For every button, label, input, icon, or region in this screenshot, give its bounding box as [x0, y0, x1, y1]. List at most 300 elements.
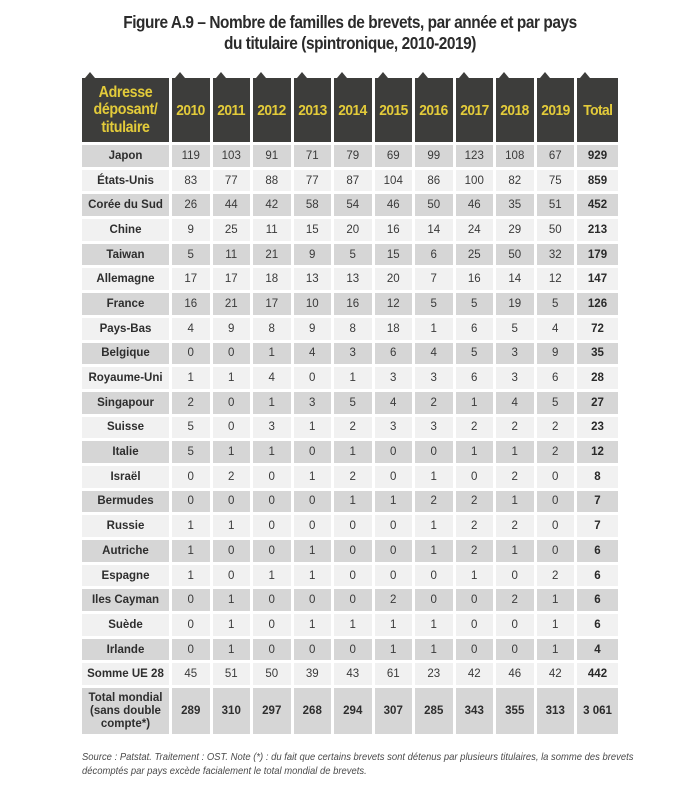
value-cell: 20 [334, 219, 372, 241]
row-label: Belgique [82, 343, 169, 365]
value-cell: 11 [253, 219, 291, 241]
value-cell: 50 [415, 194, 453, 216]
total-cell: 452 [577, 194, 618, 216]
world-total-value: 294 [334, 688, 372, 734]
source-note: Source : Patstat. Traitement : OST. Note (*) : du fait que certains brevets sont détenus par plusieurs titulaires, la somme des brevets décomptés par pays excède facialement le total mondial de brevets. [82, 751, 634, 777]
table-header-row [82, 72, 628, 142]
table-row [82, 639, 628, 661]
world-total-label: Total mondial (sans double compte*) [82, 688, 169, 734]
value-cell: 1 [213, 639, 251, 661]
value-cell: 0 [375, 441, 413, 463]
value-cell: 1 [253, 565, 291, 587]
value-cell: 7 [415, 268, 453, 290]
value-cell: 103 [213, 145, 251, 167]
value-cell: 2 [415, 392, 453, 414]
value-cell: 1 [334, 367, 372, 389]
value-cell: 1 [415, 639, 453, 661]
total-cell: 6 [577, 565, 618, 587]
value-cell: 1 [415, 540, 453, 562]
value-cell: 2 [537, 417, 575, 439]
row-label: Italie [82, 441, 169, 463]
value-cell: 21 [253, 244, 291, 266]
value-cell: 0 [253, 540, 291, 562]
value-cell: 4 [375, 392, 413, 414]
value-cell: 17 [253, 293, 291, 315]
value-cell: 87 [334, 170, 372, 192]
value-cell: 5 [415, 293, 453, 315]
table-row [82, 343, 628, 365]
value-cell: 4 [537, 318, 575, 340]
value-cell: 0 [172, 343, 210, 365]
value-cell: 1 [213, 614, 251, 636]
value-cell: 39 [294, 663, 332, 685]
value-cell: 2 [375, 589, 413, 611]
value-cell: 0 [415, 565, 453, 587]
table-row [82, 170, 628, 192]
header-cell-holder [82, 78, 169, 142]
value-cell: 61 [375, 663, 413, 685]
value-cell: 9 [213, 318, 251, 340]
value-cell: 2 [213, 466, 251, 488]
value-cell: 3 [415, 417, 453, 439]
value-cell: 35 [496, 194, 534, 216]
value-cell: 3 [294, 392, 332, 414]
value-cell: 79 [334, 145, 372, 167]
value-cell: 14 [415, 219, 453, 241]
value-cell: 0 [496, 565, 534, 587]
value-cell: 1 [334, 491, 372, 513]
value-cell: 0 [213, 343, 251, 365]
row-label: États-Unis [82, 170, 169, 192]
value-cell: 2 [456, 515, 494, 537]
total-cell: 442 [577, 663, 618, 685]
value-cell: 5 [172, 417, 210, 439]
total-cell: 213 [577, 219, 618, 241]
value-cell: 9 [537, 343, 575, 365]
value-cell: 1 [537, 614, 575, 636]
value-cell: 9 [294, 318, 332, 340]
value-cell: 12 [375, 293, 413, 315]
table-row [82, 219, 628, 241]
value-cell: 2 [456, 540, 494, 562]
world-total-value: 313 [537, 688, 575, 734]
value-cell: 2 [334, 417, 372, 439]
row-label: Suède [82, 614, 169, 636]
total-cell: 7 [577, 491, 618, 513]
value-cell: 4 [253, 367, 291, 389]
value-cell: 1 [496, 491, 534, 513]
total-cell: 929 [577, 145, 618, 167]
value-cell: 1 [496, 441, 534, 463]
value-cell: 6 [375, 343, 413, 365]
value-cell: 0 [456, 466, 494, 488]
world-total-value: 297 [253, 688, 291, 734]
header-label-total: Total [582, 101, 613, 119]
value-cell: 5 [172, 244, 210, 266]
value-cell: 46 [496, 663, 534, 685]
header-label-year: 2018 [500, 101, 529, 119]
value-cell: 5 [456, 293, 494, 315]
row-label: Corée du Sud [82, 194, 169, 216]
value-cell: 0 [334, 639, 372, 661]
value-cell: 88 [253, 170, 291, 192]
value-cell: 1 [415, 318, 453, 340]
value-cell: 1 [334, 441, 372, 463]
value-cell: 0 [213, 491, 251, 513]
row-label: Suisse [82, 417, 169, 439]
value-cell: 25 [456, 244, 494, 266]
value-cell: 44 [213, 194, 251, 216]
value-cell: 1 [537, 639, 575, 661]
total-cell: 859 [577, 170, 618, 192]
header-cell-year [294, 78, 332, 142]
value-cell: 1 [415, 466, 453, 488]
value-cell: 4 [172, 318, 210, 340]
value-cell: 1 [253, 392, 291, 414]
value-cell: 77 [213, 170, 251, 192]
value-cell: 17 [213, 268, 251, 290]
value-cell: 2 [496, 417, 534, 439]
value-cell: 16 [334, 293, 372, 315]
value-cell: 0 [253, 515, 291, 537]
table-row [82, 663, 628, 685]
value-cell: 1 [294, 614, 332, 636]
value-cell: 69 [375, 145, 413, 167]
value-cell: 5 [456, 343, 494, 365]
header-label-year: 2011 [217, 101, 246, 119]
value-cell: 1 [375, 491, 413, 513]
value-cell: 0 [456, 614, 494, 636]
value-cell: 4 [294, 343, 332, 365]
value-cell: 2 [334, 466, 372, 488]
value-cell: 13 [334, 268, 372, 290]
header-label-year: 2012 [257, 101, 286, 119]
row-label: Royaume-Uni [82, 367, 169, 389]
value-cell: 50 [537, 219, 575, 241]
value-cell: 1 [253, 441, 291, 463]
row-label: Autriche [82, 540, 169, 562]
header-cell-year [456, 78, 494, 142]
total-cell: 4 [577, 639, 618, 661]
value-cell: 2 [496, 466, 534, 488]
header-cell-year [253, 78, 291, 142]
value-cell: 0 [375, 565, 413, 587]
value-cell: 1 [375, 614, 413, 636]
value-cell: 42 [537, 663, 575, 685]
table-row [82, 565, 628, 587]
value-cell: 46 [375, 194, 413, 216]
header-cell-year [415, 78, 453, 142]
value-cell: 2 [172, 392, 210, 414]
value-cell: 0 [253, 466, 291, 488]
header-cell-year [334, 78, 372, 142]
table-row [82, 417, 628, 439]
value-cell: 1 [294, 466, 332, 488]
total-cell: 28 [577, 367, 618, 389]
table-row [82, 614, 628, 636]
header-cell-total [577, 78, 618, 142]
total-cell: 35 [577, 343, 618, 365]
value-cell: 123 [456, 145, 494, 167]
row-label: Irlande [82, 639, 169, 661]
value-cell: 2 [456, 491, 494, 513]
world-total-value: 343 [456, 688, 494, 734]
value-cell: 54 [334, 194, 372, 216]
value-cell: 1 [294, 540, 332, 562]
value-cell: 0 [456, 639, 494, 661]
value-cell: 0 [537, 491, 575, 513]
total-cell: 7 [577, 515, 618, 537]
value-cell: 42 [253, 194, 291, 216]
value-cell: 0 [375, 540, 413, 562]
value-cell: 104 [375, 170, 413, 192]
value-cell: 0 [496, 639, 534, 661]
value-cell: 1 [415, 515, 453, 537]
value-cell: 0 [415, 441, 453, 463]
total-cell: 6 [577, 540, 618, 562]
value-cell: 5 [496, 318, 534, 340]
value-cell: 1 [213, 589, 251, 611]
value-cell: 3 [496, 367, 534, 389]
header-label-year: 2010 [176, 101, 205, 119]
total-cell: 72 [577, 318, 618, 340]
value-cell: 100 [456, 170, 494, 192]
header-label-year: 2015 [378, 101, 408, 119]
value-cell: 3 [253, 417, 291, 439]
value-cell: 16 [456, 268, 494, 290]
figure-title [42, 12, 658, 54]
table-row [82, 293, 628, 315]
table-row [82, 268, 628, 290]
world-total-value: 285 [415, 688, 453, 734]
value-cell: 21 [213, 293, 251, 315]
table-row [82, 392, 628, 414]
value-cell: 0 [294, 367, 332, 389]
value-cell: 2 [496, 589, 534, 611]
row-label: Allemagne [82, 268, 169, 290]
row-label: Bermudes [82, 491, 169, 513]
value-cell: 1 [253, 343, 291, 365]
value-cell: 2 [537, 441, 575, 463]
value-cell: 51 [537, 194, 575, 216]
value-cell: 29 [496, 219, 534, 241]
world-total-value: 355 [496, 688, 534, 734]
table-row [82, 515, 628, 537]
value-cell: 4 [415, 343, 453, 365]
value-cell: 15 [375, 244, 413, 266]
value-cell: 9 [294, 244, 332, 266]
table-row [82, 318, 628, 340]
world-total-row [82, 688, 628, 734]
value-cell: 2 [415, 491, 453, 513]
value-cell: 2 [537, 565, 575, 587]
value-cell: 1 [213, 367, 251, 389]
table-row [82, 441, 628, 463]
value-cell: 4 [496, 392, 534, 414]
value-cell: 20 [375, 268, 413, 290]
value-cell: 2 [456, 417, 494, 439]
world-total-value: 307 [375, 688, 413, 734]
value-cell: 0 [213, 540, 251, 562]
value-cell: 0 [334, 515, 372, 537]
value-cell: 11 [213, 244, 251, 266]
header-label-year: 2013 [297, 101, 327, 119]
table-row [82, 491, 628, 513]
value-cell: 24 [456, 219, 494, 241]
value-cell: 23 [415, 663, 453, 685]
value-cell: 1 [415, 614, 453, 636]
value-cell: 0 [334, 589, 372, 611]
value-cell: 0 [456, 589, 494, 611]
total-cell: 126 [577, 293, 618, 315]
header-label-year: 2014 [338, 101, 367, 119]
value-cell: 16 [375, 219, 413, 241]
figure-title-line-1: Figure A.9 – Nombre de familles de brevets, par année et par pays [123, 12, 577, 32]
row-label: Taiwan [82, 244, 169, 266]
value-cell: 43 [334, 663, 372, 685]
row-label: France [82, 293, 169, 315]
value-cell: 0 [537, 540, 575, 562]
value-cell: 0 [253, 589, 291, 611]
value-cell: 0 [294, 515, 332, 537]
row-label: Espagne [82, 565, 169, 587]
value-cell: 5 [334, 244, 372, 266]
value-cell: 3 [375, 367, 413, 389]
value-cell: 0 [213, 565, 251, 587]
value-cell: 18 [375, 318, 413, 340]
value-cell: 2 [496, 515, 534, 537]
value-cell: 75 [537, 170, 575, 192]
value-cell: 17 [172, 268, 210, 290]
row-label: Israël [82, 466, 169, 488]
value-cell: 1 [172, 367, 210, 389]
value-cell: 1 [375, 639, 413, 661]
value-cell: 5 [537, 293, 575, 315]
value-cell: 58 [294, 194, 332, 216]
header-cell-year [375, 78, 413, 142]
table-row [82, 540, 628, 562]
row-label: Singapour [82, 392, 169, 414]
value-cell: 19 [496, 293, 534, 315]
value-cell: 1 [496, 540, 534, 562]
table-row [82, 466, 628, 488]
value-cell: 1 [213, 441, 251, 463]
value-cell: 3 [375, 417, 413, 439]
header-cell-year [537, 78, 575, 142]
total-cell: 179 [577, 244, 618, 266]
table-row [82, 194, 628, 216]
value-cell: 1 [213, 515, 251, 537]
value-cell: 83 [172, 170, 210, 192]
table-row [82, 145, 628, 167]
world-total-value: 310 [213, 688, 251, 734]
row-label: Somme UE 28 [82, 663, 169, 685]
table-row [82, 367, 628, 389]
value-cell: 0 [172, 491, 210, 513]
value-cell: 12 [537, 268, 575, 290]
value-cell: 6 [537, 367, 575, 389]
value-cell: 1 [456, 565, 494, 587]
value-cell: 3 [415, 367, 453, 389]
total-cell: 12 [577, 441, 618, 463]
value-cell: 16 [172, 293, 210, 315]
value-cell: 1 [172, 540, 210, 562]
value-cell: 0 [253, 614, 291, 636]
value-cell: 3 [334, 343, 372, 365]
total-cell: 27 [577, 392, 618, 414]
value-cell: 9 [172, 219, 210, 241]
value-cell: 1 [537, 589, 575, 611]
value-cell: 6 [456, 318, 494, 340]
value-cell: 0 [294, 639, 332, 661]
value-cell: 45 [172, 663, 210, 685]
value-cell: 14 [496, 268, 534, 290]
table-row [82, 244, 628, 266]
total-cell: 147 [577, 268, 618, 290]
world-total-value: 289 [172, 688, 210, 734]
header-label-year: 2017 [459, 101, 489, 119]
value-cell: 0 [294, 441, 332, 463]
total-cell: 6 [577, 614, 618, 636]
value-cell: 0 [415, 589, 453, 611]
value-cell: 15 [294, 219, 332, 241]
value-cell: 0 [334, 540, 372, 562]
value-cell: 42 [456, 663, 494, 685]
value-cell: 32 [537, 244, 575, 266]
value-cell: 0 [213, 417, 251, 439]
header-label-year: 2019 [540, 101, 570, 119]
value-cell: 71 [294, 145, 332, 167]
header-label-year: 2016 [419, 101, 448, 119]
table-body [82, 145, 628, 734]
value-cell: 50 [496, 244, 534, 266]
value-cell: 1 [334, 614, 372, 636]
value-cell: 46 [456, 194, 494, 216]
value-cell: 0 [172, 589, 210, 611]
value-cell: 0 [172, 466, 210, 488]
value-cell: 0 [172, 639, 210, 661]
total-cell: 23 [577, 417, 618, 439]
value-cell: 3 [496, 343, 534, 365]
value-cell: 119 [172, 145, 210, 167]
row-label: Pays-Bas [82, 318, 169, 340]
patent-table [82, 72, 628, 734]
table-row [82, 589, 628, 611]
value-cell: 1 [172, 565, 210, 587]
value-cell: 1 [456, 441, 494, 463]
value-cell: 51 [213, 663, 251, 685]
value-cell: 108 [496, 145, 534, 167]
value-cell: 13 [294, 268, 332, 290]
value-cell: 0 [537, 515, 575, 537]
value-cell: 5 [334, 392, 372, 414]
value-cell: 0 [294, 491, 332, 513]
value-cell: 77 [294, 170, 332, 192]
value-cell: 10 [294, 293, 332, 315]
value-cell: 8 [253, 318, 291, 340]
value-cell: 18 [253, 268, 291, 290]
value-cell: 0 [537, 466, 575, 488]
value-cell: 91 [253, 145, 291, 167]
value-cell: 1 [294, 417, 332, 439]
value-cell: 0 [253, 491, 291, 513]
value-cell: 25 [213, 219, 251, 241]
value-cell: 0 [213, 392, 251, 414]
value-cell: 99 [415, 145, 453, 167]
world-total-grand: 3 061 [577, 688, 618, 734]
value-cell: 6 [415, 244, 453, 266]
value-cell: 1 [172, 515, 210, 537]
